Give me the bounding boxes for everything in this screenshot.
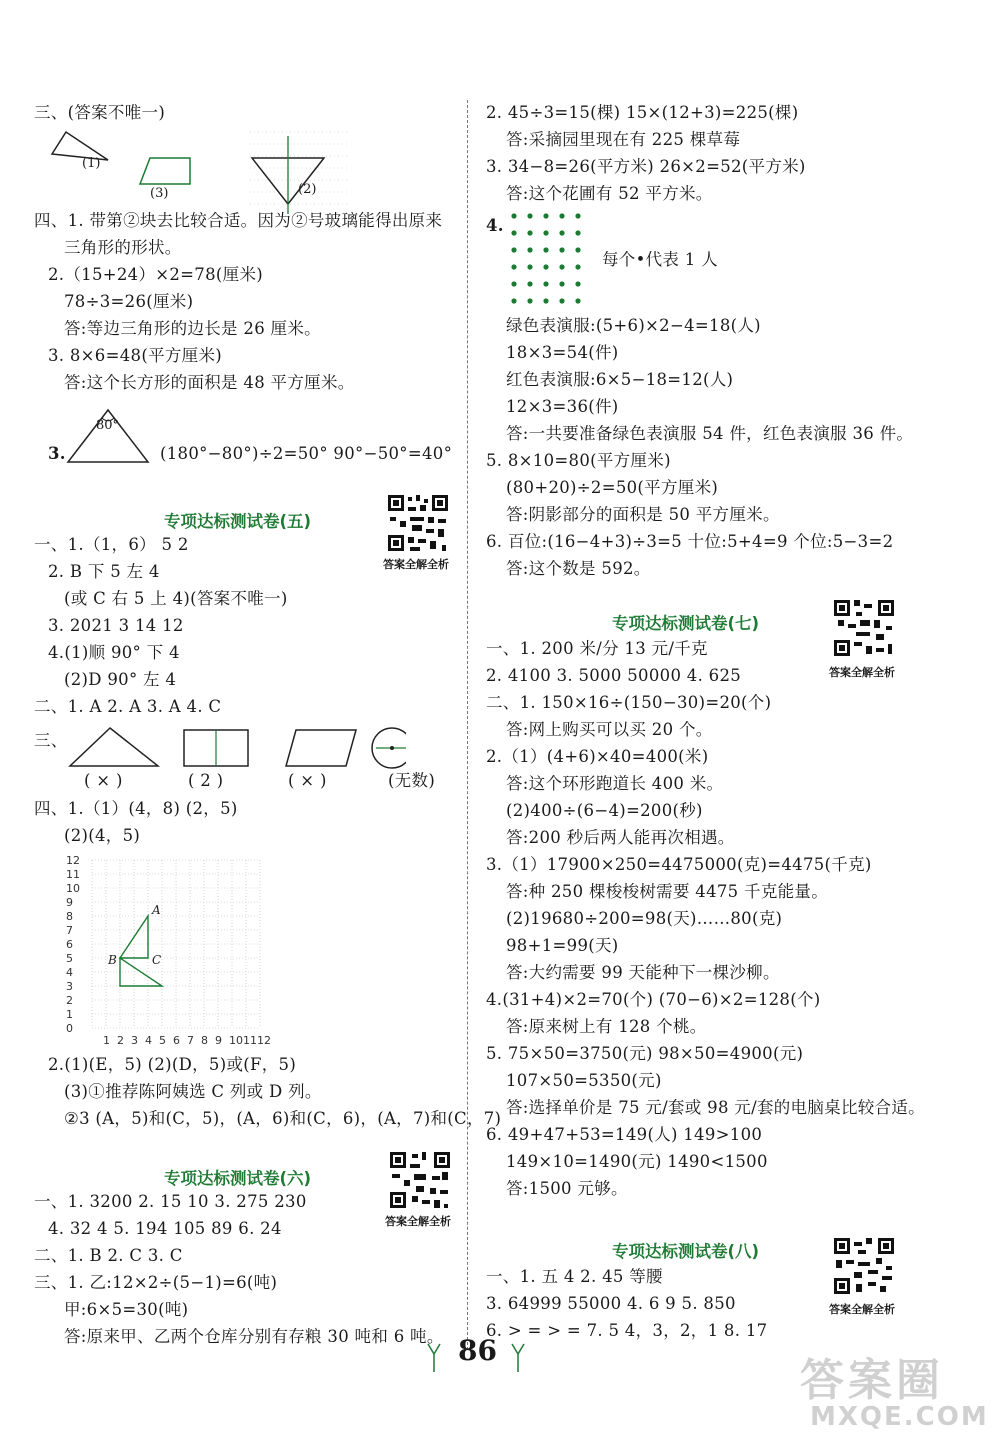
t7-2-3a: 3.（1）17900×250=4475000(克)=4475(千克): [486, 855, 872, 874]
t7-2-3b: 答:种 250 棵梭梭树需要 4475 千克能量。: [506, 882, 829, 901]
t7-2-5c: 答:选择单价是 75 元/套或 98 元/套的电脑桌比较合适。: [506, 1098, 925, 1117]
t5-3-label: 三、: [34, 731, 68, 750]
x-tick-label: 10: [229, 1034, 243, 1047]
t5-4-1b: (2)(4，5): [64, 826, 141, 845]
x-tick-label: 12: [257, 1034, 271, 1047]
triangle-abc: [120, 916, 148, 958]
t7-2-6a: 6. 49+47+53=149(人) 149>100: [486, 1125, 763, 1144]
t7-2-2a: 2.（1）(4+6)×40=400(米): [486, 747, 709, 766]
qr-caption: 答案全解全析: [829, 666, 895, 679]
qr-code-icon[interactable]: [832, 598, 896, 658]
y-tick-label: 7: [66, 924, 73, 937]
q4-2-line-a: 2.（15+24）×2=78(厘米): [48, 265, 263, 284]
y-tick-label: 6: [66, 938, 73, 951]
r4-legend: 每个•代表 1 人: [602, 250, 718, 269]
person-dot: [559, 247, 564, 252]
t5-4-2a: 2.(1)(E，5) (2)(D，5)或(F，5): [48, 1055, 297, 1074]
t7-2-5a: 5. 75×50=3750(元) 98×50=4900(元): [486, 1044, 804, 1063]
person-dot: [511, 281, 516, 286]
person-dot: [527, 247, 532, 252]
person-dot: [559, 298, 564, 303]
t5-3-answer-1: ( × ): [84, 771, 123, 790]
person-dot: [559, 213, 564, 218]
x-tick-label: 1: [103, 1034, 110, 1047]
t7-2-3c: (2)19680÷200=98(天)……80(克): [506, 909, 783, 928]
r5-line-c: 答:阴影部分的面积是 50 平方厘米。: [506, 505, 780, 524]
t7-2-6b: 149×10=1490(元) 1490<1500: [506, 1152, 768, 1171]
t5-1-4b: (2)D 90° 左 4: [64, 670, 177, 689]
q4-2-line-c: 答:等边三角形的边长是 26 厘米。: [64, 319, 321, 338]
fig-label-1: (1): [82, 156, 101, 171]
y-tick-label: 2: [66, 994, 73, 1007]
person-dot: [559, 281, 564, 286]
coordinate-grid: [64, 852, 274, 1048]
angle-label: 80°: [96, 418, 120, 433]
t6-3c: 答:原来甲、乙两个仓库分别有存粮 30 吨和 6 吨。: [64, 1327, 444, 1346]
y-tick-label: 4: [66, 966, 73, 979]
point-label: C: [152, 953, 162, 967]
test6-title: 专项达标测试卷(六): [164, 1169, 312, 1188]
x-tick-label: 11: [243, 1034, 257, 1047]
t7-2-3e: 答:大约需要 99 天能种下一棵沙柳。: [506, 963, 780, 982]
dot-array-figure: [508, 210, 588, 310]
fig-label-2: (2): [298, 182, 317, 197]
t6-3b: 甲:6×5=30(吨): [64, 1300, 189, 1319]
qr-caption: 答案全解全析: [385, 1215, 451, 1228]
r4-line-b: 18×3=54(件): [506, 343, 619, 362]
r6-line-a: 6. 百位:(16−4+3)÷3=5 十位:5+4=9 个位:5−3=2: [486, 532, 894, 551]
x-tick-label: 8: [201, 1034, 208, 1047]
person-dot: [527, 298, 532, 303]
person-dot: [575, 281, 580, 286]
x-tick-label: 6: [173, 1034, 180, 1047]
x-tick-label: 7: [187, 1034, 194, 1047]
t7-2-4b: 答:原来树上有 128 个桃。: [506, 1017, 707, 1036]
person-dot: [527, 281, 532, 286]
person-dot: [575, 264, 580, 269]
q4-3-line-b: 答:这个长方形的面积是 48 平方厘米。: [64, 373, 355, 392]
t5-2: 二、1. A 2. A 3. A 4. C: [34, 697, 222, 716]
t5-3-answer-3: ( × ): [288, 771, 327, 790]
person-dot: [575, 230, 580, 235]
grid-svg: [64, 852, 274, 1048]
t7-2-2c: (2)400÷(6−4)=200(秒): [506, 801, 703, 820]
person-dot: [527, 230, 532, 235]
qr-code-icon[interactable]: [386, 493, 450, 553]
y-tick-label: 11: [66, 868, 80, 881]
watermark-url: MXQE.COM: [810, 1402, 989, 1432]
r4-line-e: 答:一共要准备绿色表演服 54 件，红色表演服 36 件。: [506, 424, 914, 443]
point-label: A: [152, 903, 161, 917]
t7-2-5b: 107×50=5350(元): [506, 1071, 662, 1090]
r5-line-b: (80+20)÷2=50(平方厘米): [506, 478, 719, 497]
y-tick-label: 5: [66, 952, 73, 965]
t5-1-4a: 4.(1)顺 90° 下 4: [48, 643, 180, 662]
qr-caption: 答案全解全析: [383, 558, 449, 571]
y-tick-label: 10: [66, 882, 80, 895]
person-dot: [543, 264, 548, 269]
person-dot: [527, 264, 532, 269]
t5-3-shapes: [66, 724, 406, 772]
person-dot: [575, 247, 580, 252]
leaf-decoration-left-icon: [424, 1338, 444, 1374]
r5-line-a: 5. 8×10=80(平方厘米): [486, 451, 671, 470]
r4-line-c: 红色表演服:6×5−18=12(人): [506, 370, 734, 389]
t7-2-3d: 98+1=99(天): [506, 936, 619, 955]
person-dot: [511, 264, 516, 269]
q4-2-line-b: 78÷3=26(厘米): [64, 292, 194, 311]
t6-1b: 4. 32 4 5. 194 105 89 6. 24: [48, 1219, 282, 1238]
person-dot: [511, 298, 516, 303]
test5-title: 专项达标测试卷(五): [164, 512, 312, 531]
person-dot: [575, 213, 580, 218]
r3-line-b: 答:这个花圃有 52 平方米。: [506, 184, 713, 203]
column-divider: [467, 100, 468, 1350]
x-tick-label: 2: [117, 1034, 124, 1047]
y-tick-label: 1: [66, 1008, 73, 1021]
r2-line-a: 2. 45÷3=15(棵) 15×(12+3)=225(棵): [486, 103, 799, 122]
sec3-title: 三、(答案不唯一): [34, 103, 166, 122]
t5-4-2b: (3)①推荐陈阿姨选 C 列或 D 列。: [64, 1082, 322, 1101]
t7-2-2d: 答:200 秒后两人能再次相遇。: [506, 828, 735, 847]
t5-4-2c: ②3 (A，5)和(C，5)，(A，6)和(C，6)，(A，7)和(C，7): [64, 1109, 502, 1128]
r2-line-b: 答:采摘园里现在有 225 棵草莓: [506, 130, 741, 149]
t7-2-2b: 答:这个环形跑道长 400 米。: [506, 774, 724, 793]
qr-code-icon[interactable]: [388, 1150, 452, 1210]
person-dot: [511, 247, 516, 252]
y-tick-label: 12: [66, 854, 80, 867]
person-dot: [543, 230, 548, 235]
q4-1-line-b: 三角形的形状。: [64, 238, 182, 257]
person-dot: [511, 230, 516, 235]
x-tick-label: 5: [159, 1034, 166, 1047]
point-label: B: [108, 953, 117, 967]
t7-2-6c: 答:1500 元够。: [506, 1179, 628, 1198]
t5-4-1a: 四、1.（1）(4，8) (2，5): [34, 799, 238, 818]
t5-1-2b: (或 C 右 5 上 4)(答案不唯一): [64, 589, 288, 608]
t6-1a: 一、1. 3200 2. 15 10 3. 275 230: [34, 1192, 307, 1211]
watermark-logo-text: 答案圈: [800, 1355, 944, 1406]
t7-1b: 2. 4100 3. 5000 50000 4. 625: [486, 666, 742, 685]
t7-1a: 一、1. 200 米/分 13 元/千克: [486, 639, 708, 658]
page-number: 86: [458, 1334, 497, 1367]
r3-line-a: 3. 34−8=26(平方米) 26×2=52(平方米): [486, 157, 806, 176]
qr-caption: 答案全解全析: [829, 1303, 895, 1316]
test7-title: 专项达标测试卷(七): [612, 614, 760, 633]
person-dot: [559, 230, 564, 235]
person-dot: [543, 247, 548, 252]
r4-line-d: 12×3=36(件): [506, 397, 619, 416]
t6-2: 二、1. B 2. C 3. C: [34, 1246, 183, 1265]
y-tick-label: 8: [66, 910, 73, 923]
r6-line-b: 答:这个数是 592。: [506, 559, 651, 578]
t7-2-1a: 二、1. 150×16÷(150−30)=20(个): [486, 693, 772, 712]
q4-3c-calc: (180°−80°)÷2=50° 90°−50°=40°: [160, 444, 453, 463]
t5-3-answer-4: (无数): [388, 771, 436, 790]
isosceles-triangle-figure: [64, 404, 154, 466]
x-tick-label: 9: [215, 1034, 222, 1047]
test8-title: 专项达标测试卷(八): [612, 1242, 760, 1261]
t6-3a: 三、1. 乙:12×2÷(5−1)=6(吨): [34, 1273, 278, 1292]
r4-line-a: 绿色表演服:(5+6)×2−4=18(人): [506, 316, 761, 335]
q4-3-line-a: 3. 8×6=48(平方厘米): [48, 346, 223, 365]
person-dot: [511, 213, 516, 218]
r4-number: 4.: [486, 216, 504, 235]
t8-1b: 3. 64999 55000 4. 6 9 5. 850: [486, 1294, 736, 1313]
t5-1-3: 3. 2021 3 14 12: [48, 616, 184, 635]
leaf-decoration-right-icon: [508, 1338, 528, 1374]
x-tick-label: 4: [145, 1034, 152, 1047]
person-dot: [543, 281, 548, 286]
t7-2-1b: 答:网上购买可以买 20 个。: [506, 720, 713, 739]
person-dot: [543, 298, 548, 303]
x-tick-label: 3: [131, 1034, 138, 1047]
y-tick-label: 3: [66, 980, 73, 993]
site-watermark: [770, 1340, 990, 1435]
y-tick-label: 9: [66, 896, 73, 909]
t8-1c: 6. > = > = 7. 5 4，3，2，1 8. 17: [486, 1321, 768, 1340]
fig-label-3: (3): [150, 186, 169, 201]
t8-1a: 一、1. 五 4 2. 45 等腰: [486, 1267, 663, 1286]
t5-3-answer-2: ( 2 ): [188, 771, 224, 790]
t7-2-4a: 4.(31+4)×2=70(个) (70−6)×2=128(个): [486, 990, 821, 1009]
person-dot: [575, 298, 580, 303]
q4-3c-number: 3.: [48, 444, 66, 463]
qr-code-icon[interactable]: [832, 1236, 896, 1296]
y-tick-label: 0: [66, 1022, 73, 1035]
t5-1-2: 2. B 下 5 左 4: [48, 562, 160, 581]
person-dot: [527, 213, 532, 218]
t5-1-1: 一、1.（1，6） 5 2: [34, 535, 189, 554]
q4-1-line-a: 四、1. 带第②块去比较合适。因为②号玻璃能得出原来: [34, 211, 443, 230]
person-dot: [559, 264, 564, 269]
person-dot: [543, 213, 548, 218]
